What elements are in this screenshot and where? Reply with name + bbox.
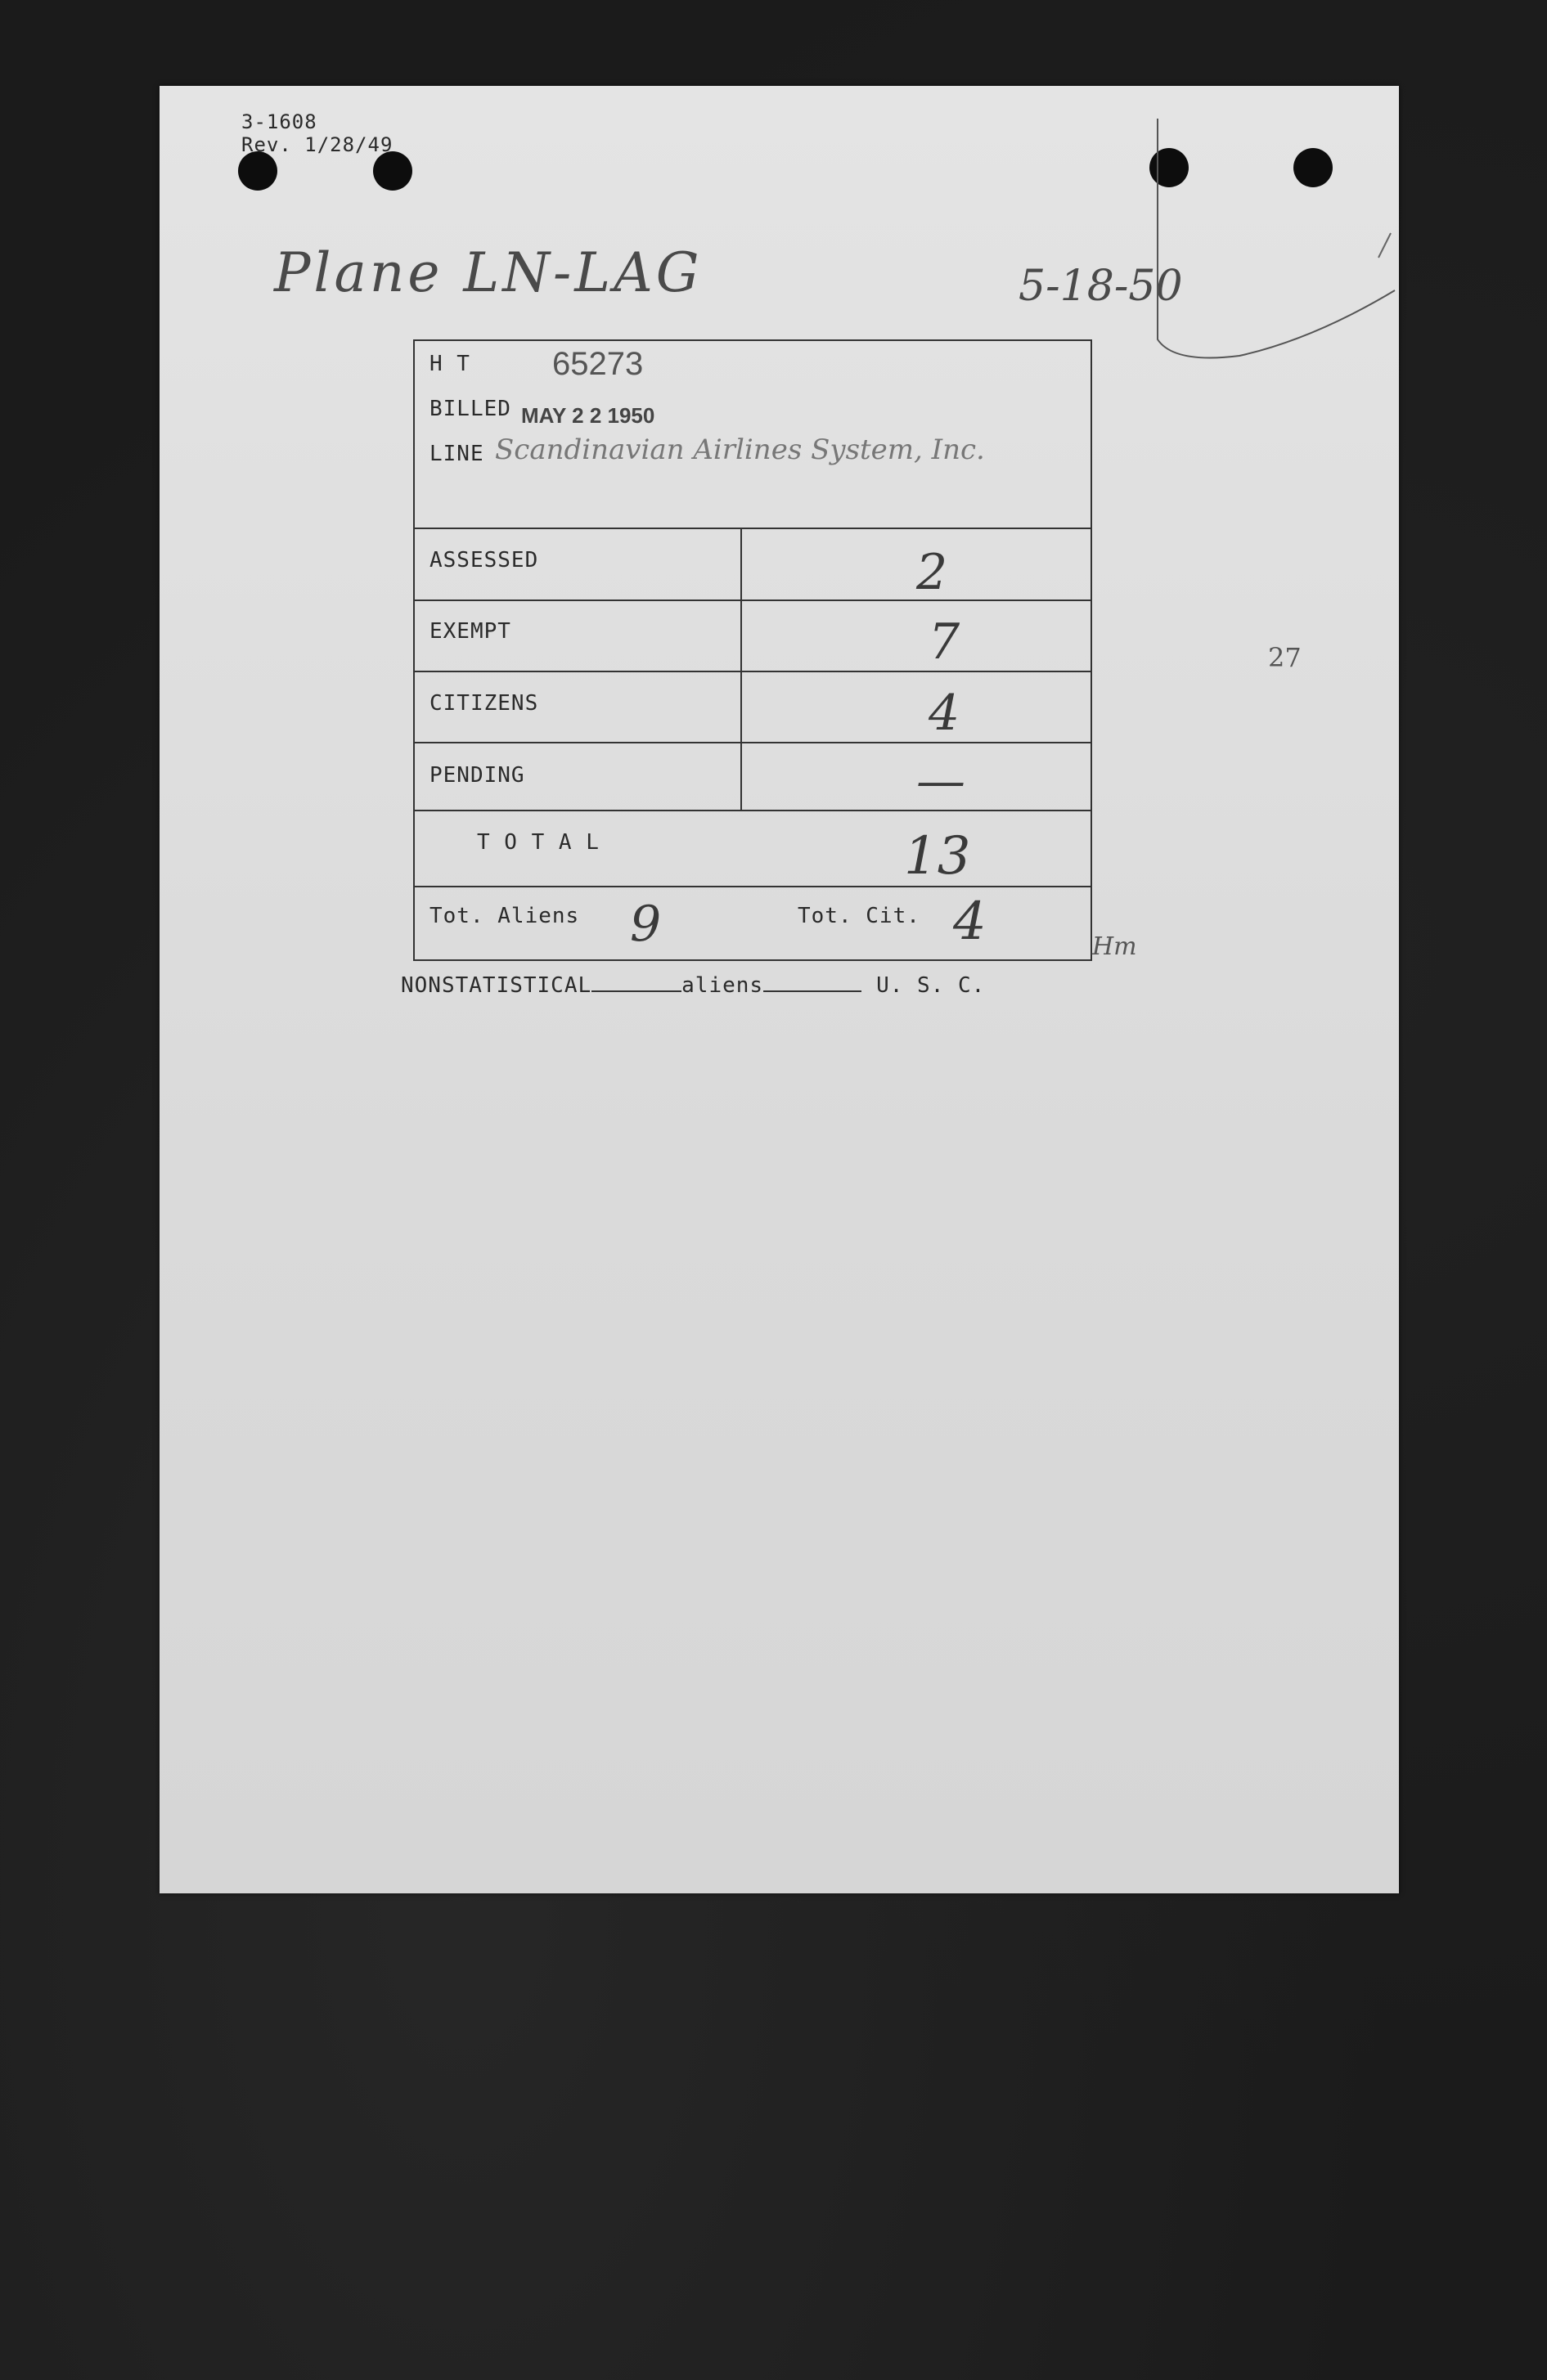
plane-registration-handwritten: Plane LN-LAG <box>274 241 703 304</box>
citizens-label: CITIZENS <box>429 691 539 716</box>
initials-handwritten: Hm <box>1092 932 1137 961</box>
nonstatistical-line <box>401 973 985 998</box>
pending-label: PENDING <box>429 763 525 788</box>
punch-hole <box>373 151 412 191</box>
pen-stroke <box>1125 119 1403 413</box>
assessed-value: 2 <box>916 544 948 601</box>
pending-value: — <box>916 752 965 810</box>
form-number: 3-1608 <box>241 110 317 133</box>
margin-number: 27 <box>1268 642 1302 673</box>
assessed-label: ASSESSED <box>429 548 539 573</box>
tot-cit-value: 4 <box>953 891 987 952</box>
billed-label: BILLED <box>429 397 511 421</box>
tally-card <box>413 339 1092 961</box>
billed-date-stamp: MAY 2 2 1950 <box>521 403 655 428</box>
blank-line <box>763 974 861 992</box>
tot-aliens-value: 9 <box>630 896 662 953</box>
exempt-label: EXEMPT <box>429 619 511 644</box>
aliens-label: aliens <box>681 973 764 998</box>
date-handwritten: 5-18-50 <box>1019 262 1183 311</box>
total-value: 13 <box>904 826 971 887</box>
usc-label: U. S. C. <box>876 973 986 998</box>
ht-number-stamp: 65273 <box>552 346 644 382</box>
nonstatistical-label: NONSTATISTICAL <box>401 973 592 998</box>
punch-hole <box>238 151 277 191</box>
blank-line <box>591 974 681 992</box>
line-value-handwritten: Scandinavian Airlines System, Inc. <box>495 433 985 466</box>
line-label: LINE <box>429 442 484 466</box>
tot-aliens-label: Tot. Aliens <box>429 904 580 928</box>
form-revision: Rev. 1/28/49 <box>241 133 393 156</box>
tot-cit-label: Tot. Cit. <box>798 904 920 928</box>
citizens-value: 4 <box>929 685 960 742</box>
ht-label: H T <box>429 352 470 376</box>
total-label: T O T A L <box>477 830 600 855</box>
document-page <box>160 86 1399 1893</box>
exempt-value: 7 <box>929 613 960 671</box>
